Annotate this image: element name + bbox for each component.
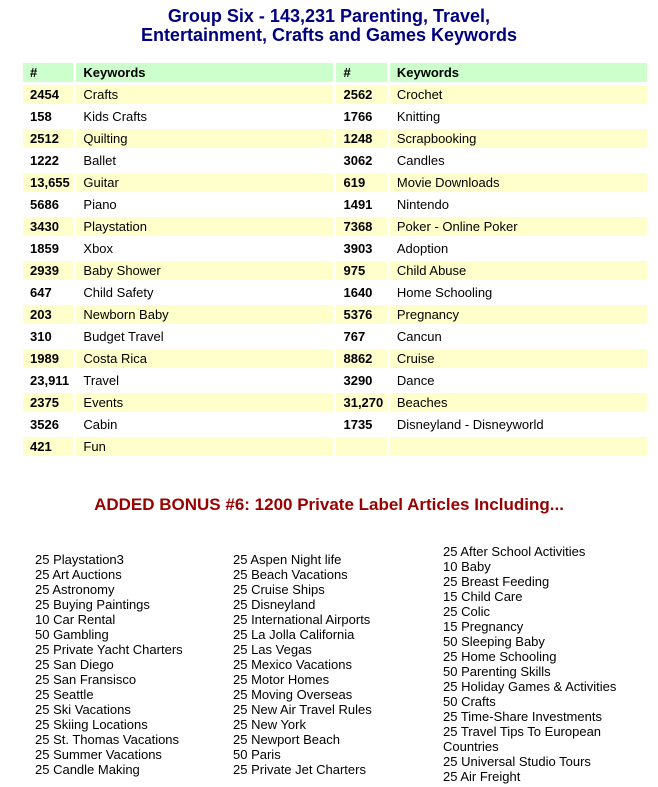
keyword-name-cell: Budget Travel — [76, 327, 333, 346]
keyword-count-cell: 1766 — [336, 107, 386, 126]
keyword-name-cell: Beaches — [390, 393, 647, 412]
page-title-line-1: Group Six - 143,231 Parenting, Travel, — [167, 6, 491, 26]
keyword-name-cell: Cancun — [390, 327, 647, 346]
article-item: 25 La Jolla California — [233, 626, 355, 642]
keyword-count-cell: 2512 — [23, 129, 73, 148]
article-item: 25 Skiing Locations — [35, 716, 148, 732]
article-item: 25 Disneyland — [233, 596, 316, 612]
articles-column-2 — [233, 552, 443, 777]
article-item: 25 Summer Vacations — [35, 746, 162, 762]
article-item: 25 Moving Overseas — [233, 686, 353, 702]
article-item: 25 Air Freight — [443, 769, 521, 784]
keywords-table-body — [23, 85, 647, 456]
articles-column-3 — [443, 544, 658, 784]
keyword-name-cell: Cruise — [390, 349, 647, 368]
article-item: 10 Car Rental — [35, 611, 116, 627]
keyword-count-cell: 767 — [336, 327, 386, 346]
keyword-count-cell: 31,270 — [336, 393, 386, 412]
article-item: 25 New Air Travel Rules — [233, 701, 372, 717]
keyword-name-cell: Crafts — [76, 85, 333, 104]
keywords-table — [20, 60, 650, 459]
keyword-name-cell: Playstation — [76, 217, 333, 236]
keyword-count-cell: 2562 — [336, 85, 386, 104]
keyword-count-cell: 7368 — [336, 217, 386, 236]
article-item: 25 Home Schooling — [443, 649, 557, 664]
keyword-count-cell: 2939 — [23, 261, 73, 280]
article-item: 25 Seattle — [35, 686, 94, 702]
keyword-name-cell: Disneyland - Disneyworld — [390, 415, 647, 434]
article-item: 25 New York — [233, 716, 306, 732]
article-item: 25 Mexico Vacations — [233, 656, 352, 672]
table-row — [23, 305, 647, 324]
table-row — [23, 239, 647, 258]
keyword-count-cell: 3430 — [23, 217, 73, 236]
article-item: 25 Breast Feeding — [443, 574, 550, 589]
keyword-name-cell: Costa Rica — [76, 349, 333, 368]
article-item: 25 Art Auctions — [35, 566, 122, 582]
article-item: 25 Motor Homes — [233, 671, 330, 687]
article-item: 25 San Fransisco — [35, 671, 137, 687]
keyword-name-cell: Fun — [76, 437, 333, 456]
table-row — [23, 173, 647, 192]
keyword-name-cell: Scrapbooking — [390, 129, 647, 148]
header-count-left: # — [23, 63, 73, 82]
keyword-count-cell: 1735 — [336, 415, 386, 434]
keyword-name-cell: Candles — [390, 151, 647, 170]
keyword-count-cell: 2375 — [23, 393, 73, 412]
header-count-right: # — [336, 63, 386, 82]
keyword-count-cell: 23,911 — [23, 371, 73, 390]
article-item: 25 Buying Paintings — [35, 596, 150, 612]
articles-column-1 — [35, 552, 233, 777]
keyword-name-cell: Pregnancy — [390, 305, 647, 324]
keyword-name-cell: Knitting — [390, 107, 647, 126]
keyword-name-cell: Movie Downloads — [390, 173, 647, 192]
table-row — [23, 349, 647, 368]
table-row — [23, 107, 647, 126]
article-item: 10 Baby — [443, 559, 491, 574]
keyword-count-cell: 3062 — [336, 151, 386, 170]
article-item: 50 Crafts — [443, 694, 496, 709]
keyword-count-cell: 647 — [23, 283, 73, 302]
article-item: 25 Private Jet Charters — [233, 761, 366, 777]
keyword-count-cell: 975 — [336, 261, 386, 280]
keyword-name-cell: Travel — [76, 371, 333, 390]
article-item: 25 Ski Vacations — [35, 701, 131, 717]
table-row — [23, 327, 647, 346]
keyword-name-cell: Piano — [76, 195, 333, 214]
keyword-count-cell — [336, 437, 386, 456]
article-item: 15 Child Care — [443, 589, 523, 604]
article-item: 25 Time-Share Investments — [443, 709, 602, 724]
article-item: 25 After School Activities — [443, 544, 586, 559]
table-row — [23, 415, 647, 434]
keyword-count-cell: 1859 — [23, 239, 73, 258]
keyword-count-cell: 2454 — [23, 85, 73, 104]
keyword-count-cell: 8862 — [336, 349, 386, 368]
page-title — [0, 7, 658, 45]
article-item: 50 Parenting Skills — [443, 664, 551, 679]
article-item: 25 Private Yacht Charters — [35, 641, 183, 657]
article-item: 25 St. Thomas Vacations — [35, 731, 180, 747]
keyword-name-cell: Cabin — [76, 415, 333, 434]
article-item: 25 Newport Beach — [233, 731, 340, 747]
keyword-name-cell: Child Abuse — [390, 261, 647, 280]
keyword-name-cell: Quilting — [76, 129, 333, 148]
keyword-name-cell: Guitar — [76, 173, 333, 192]
keyword-count-cell: 5376 — [336, 305, 386, 324]
keyword-count-cell: 13,655 — [23, 173, 73, 192]
keyword-name-cell: Ballet — [76, 151, 333, 170]
table-row — [23, 437, 647, 456]
table-row — [23, 217, 647, 236]
table-row — [23, 283, 647, 302]
table-row — [23, 85, 647, 104]
bonus-heading: ADDED BONUS #6: 1200 Private Label Articles Including... — [94, 495, 564, 514]
keyword-count-cell: 1222 — [23, 151, 73, 170]
keyword-count-cell: 5686 — [23, 195, 73, 214]
article-item: 25 Holiday Games & Activities — [443, 679, 617, 694]
keyword-count-cell: 203 — [23, 305, 73, 324]
article-item: 25 Astronomy — [35, 581, 115, 597]
keyword-count-cell: 310 — [23, 327, 73, 346]
keyword-name-cell: Nintendo — [390, 195, 647, 214]
keyword-name-cell: Newborn Baby — [76, 305, 333, 324]
keyword-count-cell: 1989 — [23, 349, 73, 368]
article-item: 25 Colic — [443, 604, 490, 619]
table-row — [23, 261, 647, 280]
header-row — [23, 63, 647, 82]
keyword-count-cell: 1491 — [336, 195, 386, 214]
keyword-count-cell: 3903 — [336, 239, 386, 258]
table-row — [23, 371, 647, 390]
keyword-count-cell: 3290 — [336, 371, 386, 390]
keyword-count-cell: 1248 — [336, 129, 386, 148]
table-row — [23, 195, 647, 214]
table-row — [23, 393, 647, 412]
keyword-name-cell: Events — [76, 393, 333, 412]
article-item: 25 Candle Making — [35, 761, 140, 777]
table-row — [23, 129, 647, 148]
keywords-table-header — [23, 63, 647, 82]
header-keywords-right: Keywords — [390, 63, 647, 82]
keyword-name-cell: Baby Shower — [76, 261, 333, 280]
keyword-name-cell: Adoption — [390, 239, 647, 258]
article-item: 25 Las Vegas — [233, 641, 312, 657]
keyword-count-cell: 619 — [336, 173, 386, 192]
article-item: 25 Universal Studio Tours — [443, 754, 591, 769]
article-item: 25 San Diego — [35, 656, 114, 672]
article-item: 25 International Airports — [233, 611, 371, 627]
articles-list — [0, 544, 658, 784]
keyword-count-cell: 3526 — [23, 415, 73, 434]
article-item: 25 Playstation3 — [35, 551, 124, 567]
keyword-count-cell: 1640 — [336, 283, 386, 302]
keyword-name-cell: Home Schooling — [390, 283, 647, 302]
article-item: 15 Pregnancy — [443, 619, 524, 634]
keyword-name-cell: Xbox — [76, 239, 333, 258]
keyword-count-cell: 421 — [23, 437, 73, 456]
keyword-name-cell: Poker - Online Poker — [390, 217, 647, 236]
keyword-name-cell: Dance — [390, 371, 647, 390]
article-item: 25 Cruise Ships — [233, 581, 325, 597]
keyword-name-cell: Crochet — [390, 85, 647, 104]
article-item: 25 Aspen Night life — [233, 551, 342, 567]
keyword-name-cell — [390, 437, 647, 456]
article-item: 25 Beach Vacations — [233, 566, 348, 582]
header-keywords-left: Keywords — [76, 63, 333, 82]
article-item: 25 Travel Tips To European Countries — [443, 724, 602, 754]
article-item: 50 Paris — [233, 746, 281, 762]
article-item: 50 Gambling — [35, 626, 109, 642]
keyword-name-cell: Kids Crafts — [76, 107, 333, 126]
keyword-count-cell: 158 — [23, 107, 73, 126]
article-item: 50 Sleeping Baby — [443, 634, 545, 649]
keyword-name-cell: Child Safety — [76, 283, 333, 302]
page-title-line-2: Entertainment, Crafts and Games Keywords — [140, 25, 518, 45]
table-row — [23, 151, 647, 170]
